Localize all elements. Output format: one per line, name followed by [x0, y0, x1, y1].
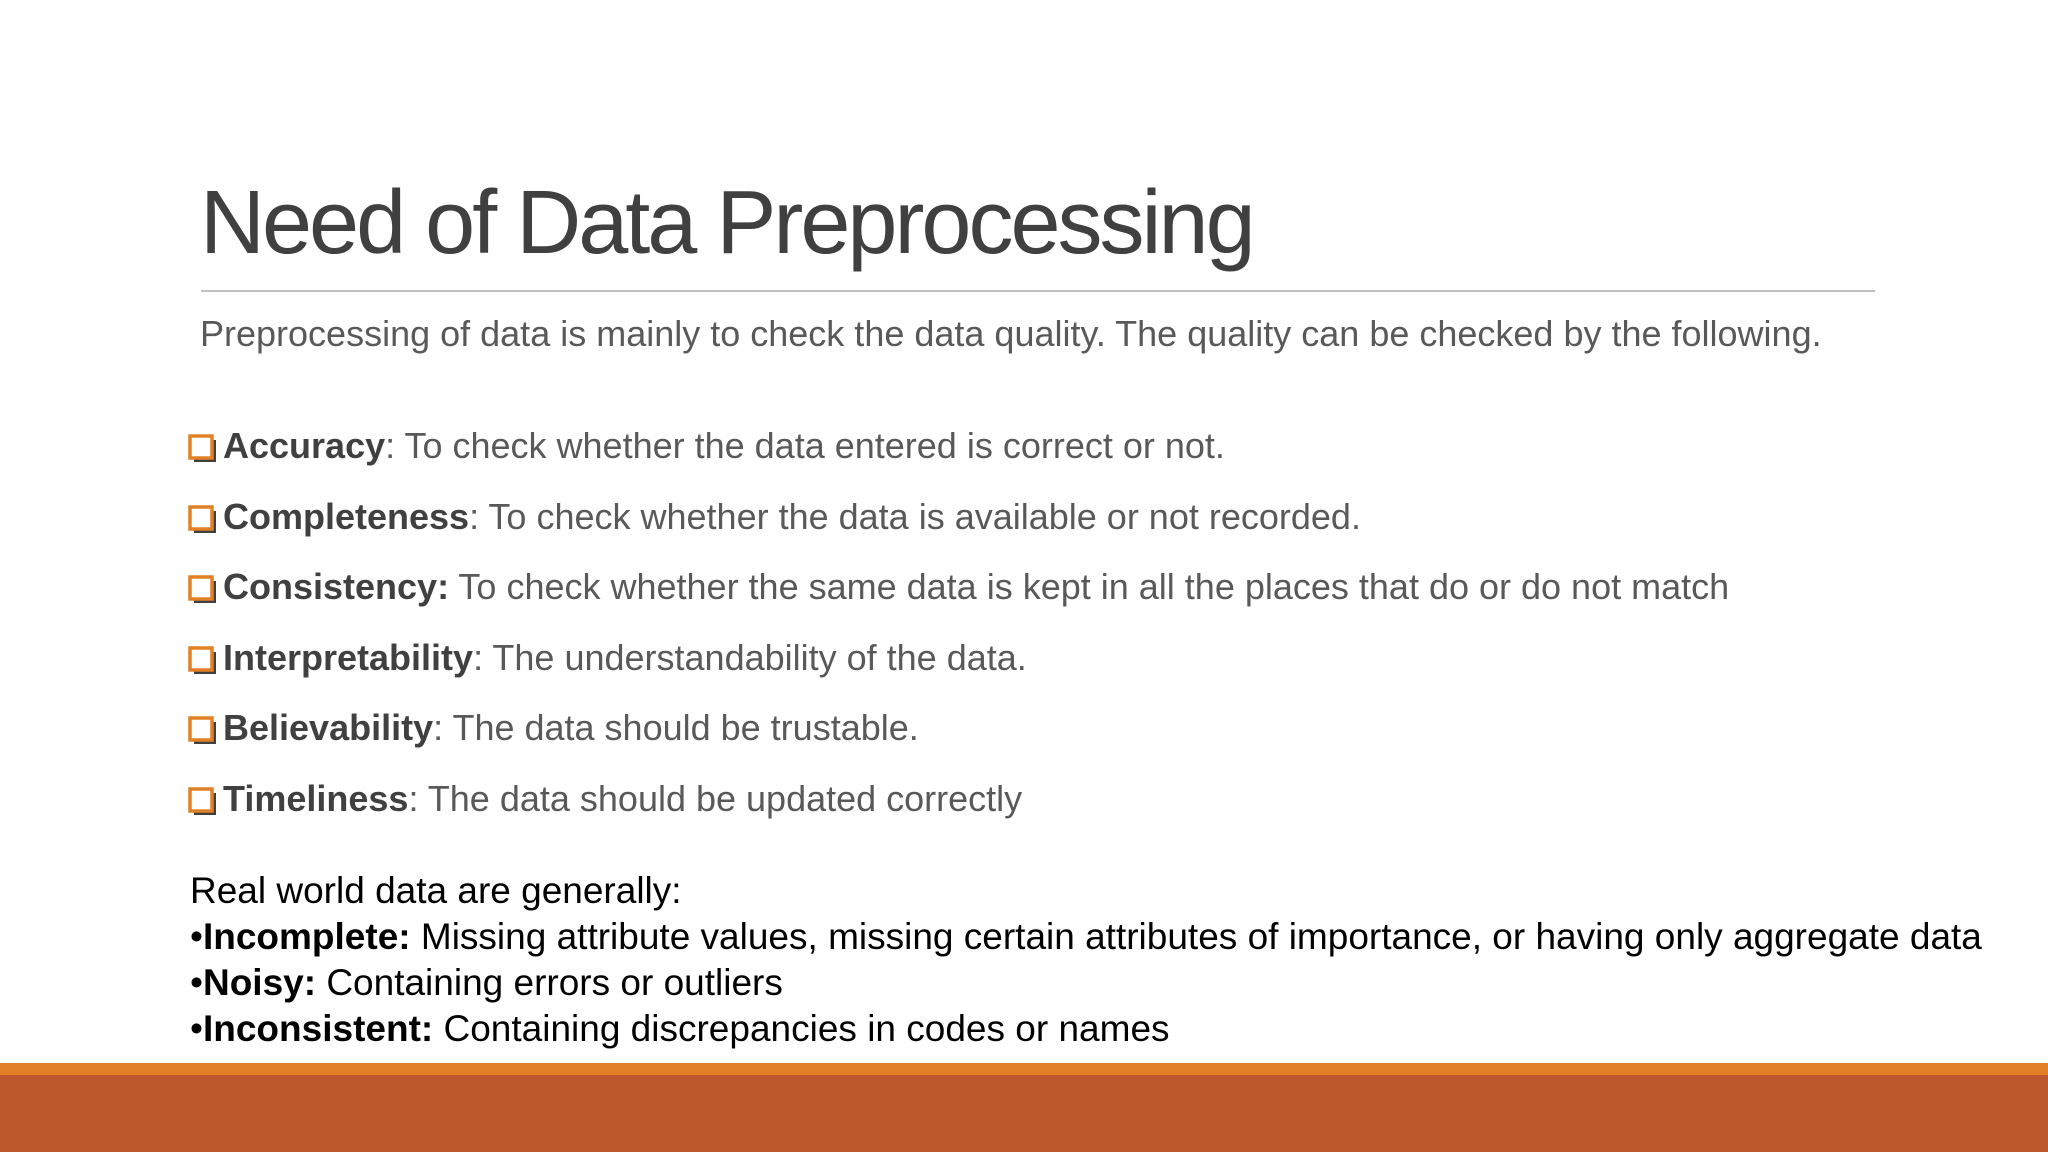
real-world-term: Inconsistent: [202, 1008, 434, 1049]
bullet-glyph: • [190, 916, 203, 957]
criterion-believability [187, 702, 1729, 773]
footer-band [0, 1075, 2048, 1152]
criterion-description: : To check whether the data is available or not recorded. [469, 495, 1361, 537]
checkbox-icon [187, 644, 219, 676]
footer-accent-stripe [0, 1063, 2048, 1075]
real-world-item-incomplete [190, 914, 2048, 960]
criterion-description: : The data should be trustable. [433, 707, 919, 749]
criterion-term: Accuracy [223, 425, 386, 466]
criterion-term: Believability [223, 707, 434, 749]
real-world-description: Missing attribute values, missing certain attributes of importance, or having only aggregate data [410, 916, 1982, 957]
criterion-timeliness [187, 773, 1729, 844]
criterion-accuracy [187, 420, 1729, 491]
checkbox-icon [187, 573, 219, 605]
quality-criteria-list [187, 420, 1729, 844]
criterion-term: Consistency: [223, 566, 450, 608]
title-divider [201, 290, 1875, 292]
real-world-term: Incomplete: [202, 916, 411, 957]
criterion-completeness [187, 491, 1729, 562]
checkbox-icon [187, 432, 219, 464]
criterion-interpretability [187, 632, 1729, 703]
criterion-term: Completeness [223, 495, 470, 537]
real-world-item-inconsistent [190, 1006, 2048, 1052]
criterion-description: : The data should be updated correctly [408, 777, 1023, 819]
criterion-consistency [187, 561, 1729, 632]
checkbox-icon [187, 714, 219, 746]
real-world-term: Noisy: [202, 962, 317, 1003]
real-world-description: Containing discrepancies in codes or names [433, 1008, 1170, 1049]
criterion-description: : To check whether the data entered is correct or not. [385, 425, 1225, 466]
criterion-description: : The understandability of the data. [473, 636, 1027, 678]
criterion-term: Interpretability [223, 636, 474, 678]
slide-title: Need of Data Preprocessing [200, 173, 1253, 273]
criterion-term: Timeliness [223, 777, 409, 819]
checkbox-icon [187, 785, 219, 817]
real-world-item-noisy [190, 960, 2048, 1006]
intro-paragraph: Preprocessing of data is mainly to check the data quality. The quality can be checked by the following. [200, 313, 1822, 354]
bullet-glyph: • [190, 962, 203, 1003]
bullet-glyph: • [190, 1008, 203, 1049]
criterion-description: To check whether the same data is kept in all the places that do or do not match [449, 566, 1730, 608]
checkbox-icon [187, 503, 219, 535]
real-world-description: Containing errors or outliers [316, 962, 783, 1003]
real-world-heading: Real world data are generally: [190, 870, 682, 911]
real-world-data-box [190, 868, 2048, 1052]
